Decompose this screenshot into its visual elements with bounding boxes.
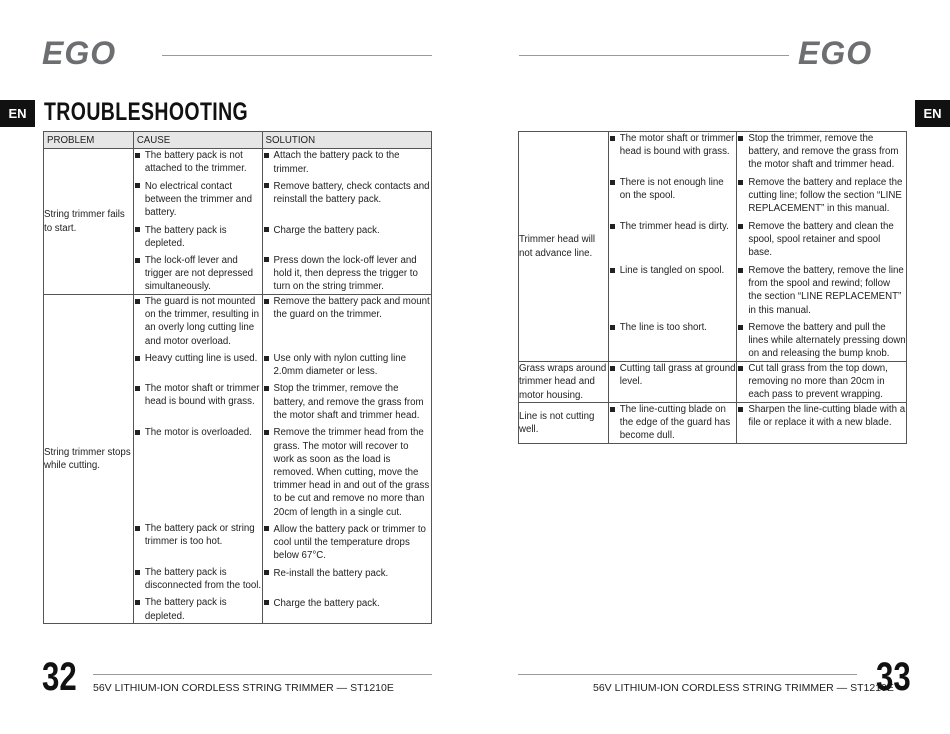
solution-item bbox=[737, 220, 906, 260]
bullet-icon bbox=[610, 224, 615, 229]
solution-item bbox=[263, 567, 431, 593]
troubleshooting-table bbox=[518, 131, 907, 444]
footer-rule bbox=[518, 674, 857, 675]
table-body bbox=[519, 132, 907, 444]
bullet-icon bbox=[610, 268, 615, 273]
header-rule bbox=[162, 55, 432, 56]
cause-text: The motor is overloaded. bbox=[144, 427, 252, 439]
problem-cell: String trimmer stops while cutting. bbox=[44, 295, 134, 624]
bullet-icon bbox=[135, 258, 140, 263]
solution-item bbox=[263, 597, 431, 623]
solution-text: Sharpen the line-cutting blade with a file or replace it with a new blade. bbox=[748, 404, 906, 429]
ego-logo: EGO bbox=[798, 35, 873, 71]
cause-text: The line-cutting blade on the edge of the guard has become dull. bbox=[619, 404, 731, 442]
problem-cell: Line is not cutting well. bbox=[519, 403, 609, 444]
bullet-icon bbox=[264, 600, 269, 605]
solution-text: Remove the battery and clean the spool, spool retainer and spool base. bbox=[748, 221, 894, 259]
solution-item bbox=[737, 362, 906, 402]
cause-text: Heavy cutting line is used. bbox=[144, 353, 258, 365]
solution-item bbox=[263, 352, 431, 378]
solution-item bbox=[737, 403, 906, 443]
cause-text: The battery pack or string trimmer is too hot. bbox=[144, 523, 255, 548]
cause-item bbox=[134, 295, 262, 348]
solution-text: Remove the battery, remove the line from the spool and rewind; follow the section “LINE REPLACEMENT” in this manual. bbox=[748, 265, 904, 316]
bullet-icon bbox=[738, 325, 743, 330]
cause-item bbox=[134, 180, 262, 220]
solution-text: Remove the trimmer head from the grass. The motor will recover to work as soon as the load is removed. When cutting, move the trimmer head in and out of the grass to be cut and remove no more than 20cm of length in a single cut. bbox=[273, 427, 430, 518]
table-row bbox=[44, 295, 432, 624]
bullet-icon bbox=[610, 136, 615, 141]
bullet-icon bbox=[135, 227, 140, 232]
bullet-icon bbox=[264, 257, 269, 262]
solution-text: Re-install the battery pack. bbox=[273, 567, 389, 579]
cause-text: The motor shaft or trimmer head is bound with grass. bbox=[619, 133, 735, 158]
bullet-icon bbox=[135, 600, 140, 605]
page-number: 32 bbox=[42, 655, 77, 699]
solution-cell bbox=[262, 295, 431, 624]
language-tab: EN bbox=[0, 100, 35, 127]
cause-item bbox=[609, 403, 737, 443]
cause-text: The trimmer head is dirty. bbox=[619, 221, 729, 232]
page-title: TROUBLESHOOTING bbox=[44, 98, 249, 126]
problem-cell: Grass wraps around trimmer head and motor housing. bbox=[519, 362, 609, 403]
solution-item bbox=[263, 426, 431, 518]
ego-logo: EGO bbox=[42, 35, 117, 71]
bullet-icon bbox=[135, 299, 140, 304]
bullet-icon bbox=[135, 526, 140, 531]
solution-text: Cut tall grass from the top down, removing no more than 20cm in each pass to prevent wrapping. bbox=[748, 363, 888, 401]
bullet-icon bbox=[610, 407, 615, 412]
bullet-icon bbox=[264, 153, 269, 158]
cause-item bbox=[134, 426, 262, 518]
cause-item bbox=[134, 149, 262, 175]
solution-text: Allow the battery pack or trimmer to cool until the temperature drops below 67°C. bbox=[273, 523, 426, 562]
cause-cell bbox=[608, 362, 737, 403]
cause-text: No electrical contact between the trimmer and battery. bbox=[144, 180, 252, 219]
bullet-icon bbox=[135, 430, 140, 435]
column-header-problem: PROBLEM bbox=[44, 132, 134, 149]
footer-rule bbox=[93, 674, 432, 675]
bullet-icon bbox=[264, 356, 269, 361]
cause-item bbox=[134, 382, 262, 422]
bullet-icon bbox=[610, 180, 615, 185]
cause-item bbox=[609, 220, 737, 260]
solution-item bbox=[263, 180, 431, 220]
bullet-icon bbox=[738, 136, 743, 141]
solution-cell bbox=[737, 362, 907, 403]
cause-text: The lock-off lever and trigger are not depressed simultaneously. bbox=[144, 255, 254, 293]
table-row bbox=[519, 403, 907, 444]
page-number: 33 bbox=[876, 655, 911, 699]
solution-text: Charge the battery pack. bbox=[273, 597, 380, 609]
solution-item bbox=[737, 264, 906, 317]
bullet-icon bbox=[738, 366, 743, 371]
solution-item bbox=[263, 254, 431, 294]
bullet-icon bbox=[264, 526, 269, 531]
cause-item bbox=[134, 596, 262, 622]
bullet-icon bbox=[610, 325, 615, 330]
solution-text: Remove the battery and replace the cutting line; follow the section “LINE REPLACEMENT” in this manual. bbox=[748, 177, 903, 215]
table-header-row bbox=[44, 132, 432, 149]
solution-item bbox=[737, 321, 906, 361]
solution-text: Press down the lock-off lever and hold it, then depress the trigger to turn on the string trimmer. bbox=[273, 254, 418, 293]
bullet-icon bbox=[264, 386, 269, 391]
language-tab: EN bbox=[915, 100, 950, 127]
cause-item bbox=[134, 566, 262, 592]
solution-item bbox=[263, 523, 431, 563]
cause-cell bbox=[608, 132, 737, 362]
cause-text: The battery pack is disconnected from the tool. bbox=[144, 567, 262, 592]
bullet-icon bbox=[135, 356, 140, 361]
bullet-icon bbox=[264, 227, 269, 232]
cause-text: The battery pack is not attached to the trimmer. bbox=[144, 150, 247, 175]
bullet-icon bbox=[135, 183, 140, 188]
problem-cell: Trimmer head will not advance line. bbox=[519, 132, 609, 362]
solution-text: Attach the battery pack to the trimmer. bbox=[273, 150, 400, 175]
solution-text: Charge the battery pack. bbox=[273, 224, 380, 236]
cause-cell bbox=[133, 149, 262, 295]
cause-cell bbox=[133, 295, 262, 624]
troubleshooting-table bbox=[43, 131, 432, 624]
problem-cell: String trimmer fails to start. bbox=[44, 149, 134, 295]
bullet-icon bbox=[135, 386, 140, 391]
bullet-icon bbox=[738, 268, 743, 273]
table-row bbox=[44, 149, 432, 295]
cause-text: The motor shaft or trimmer head is bound with grass. bbox=[144, 383, 260, 408]
cause-item bbox=[609, 132, 737, 172]
footer-title: 56V LITHIUM-ION CORDLESS STRING TRIMMER — ST1210E bbox=[93, 682, 394, 694]
header-rule bbox=[519, 55, 789, 56]
solution-cell bbox=[262, 149, 431, 295]
cause-text: Cutting tall grass at ground level. bbox=[619, 363, 736, 388]
solution-text: Remove battery, check contacts and reinstall the battery pack. bbox=[273, 180, 430, 206]
solution-item bbox=[263, 295, 431, 348]
cause-text: There is not enough line on the spool. bbox=[619, 177, 724, 202]
solution-text: Stop the trimmer, remove the battery, and remove the grass from the motor shaft and trimmer head. bbox=[748, 133, 899, 171]
solution-text: Remove the battery pack and mount the guard on the trimmer. bbox=[273, 296, 430, 321]
cause-text: The line is too short. bbox=[619, 322, 707, 333]
cause-item bbox=[134, 522, 262, 562]
cause-item bbox=[134, 254, 262, 294]
column-header-cause: CAUSE bbox=[133, 132, 262, 149]
cause-item bbox=[609, 321, 737, 361]
solution-item bbox=[263, 224, 431, 250]
cause-text: The battery pack is depleted. bbox=[144, 597, 227, 622]
cause-item bbox=[134, 352, 262, 378]
table-body bbox=[44, 149, 432, 624]
solution-item bbox=[263, 149, 431, 175]
solution-text: Use only with nylon cutting line 2.0mm diameter or less. bbox=[273, 353, 407, 378]
bullet-icon bbox=[738, 224, 743, 229]
solution-text: Remove the battery and pull the lines while alternately pressing down on and releasing the bump knob. bbox=[748, 322, 906, 360]
cause-item bbox=[134, 224, 262, 250]
solution-item bbox=[263, 382, 431, 422]
bullet-icon bbox=[610, 366, 615, 371]
cause-text: The battery pack is depleted. bbox=[144, 224, 227, 249]
cause-text: The guard is not mounted on the trimmer, resulting in an overly long cutting line and motor overload. bbox=[144, 296, 259, 347]
cause-item bbox=[609, 362, 737, 402]
table-row bbox=[519, 362, 907, 403]
bullet-icon bbox=[135, 153, 140, 158]
bullet-icon bbox=[738, 180, 743, 185]
table-row bbox=[519, 132, 907, 362]
bullet-icon bbox=[135, 570, 140, 575]
bullet-icon bbox=[264, 183, 269, 188]
solution-item bbox=[737, 176, 906, 216]
bullet-icon bbox=[738, 407, 743, 412]
cause-item bbox=[609, 176, 737, 216]
bullet-icon bbox=[264, 570, 269, 575]
solution-text: Stop the trimmer, remove the battery, and remove the grass from the motor shaft and trimmer head. bbox=[273, 383, 424, 421]
solution-cell bbox=[737, 403, 907, 444]
bullet-icon bbox=[264, 430, 269, 435]
column-header-solution: SOLUTION bbox=[262, 132, 431, 149]
footer-title: 56V LITHIUM-ION CORDLESS STRING TRIMMER — ST1210E bbox=[593, 682, 894, 694]
solution-item bbox=[737, 132, 906, 172]
solution-cell bbox=[737, 132, 907, 362]
bullet-icon bbox=[264, 299, 269, 304]
cause-text: Line is tangled on spool. bbox=[619, 265, 725, 276]
cause-item bbox=[609, 264, 737, 317]
cause-cell bbox=[608, 403, 737, 444]
